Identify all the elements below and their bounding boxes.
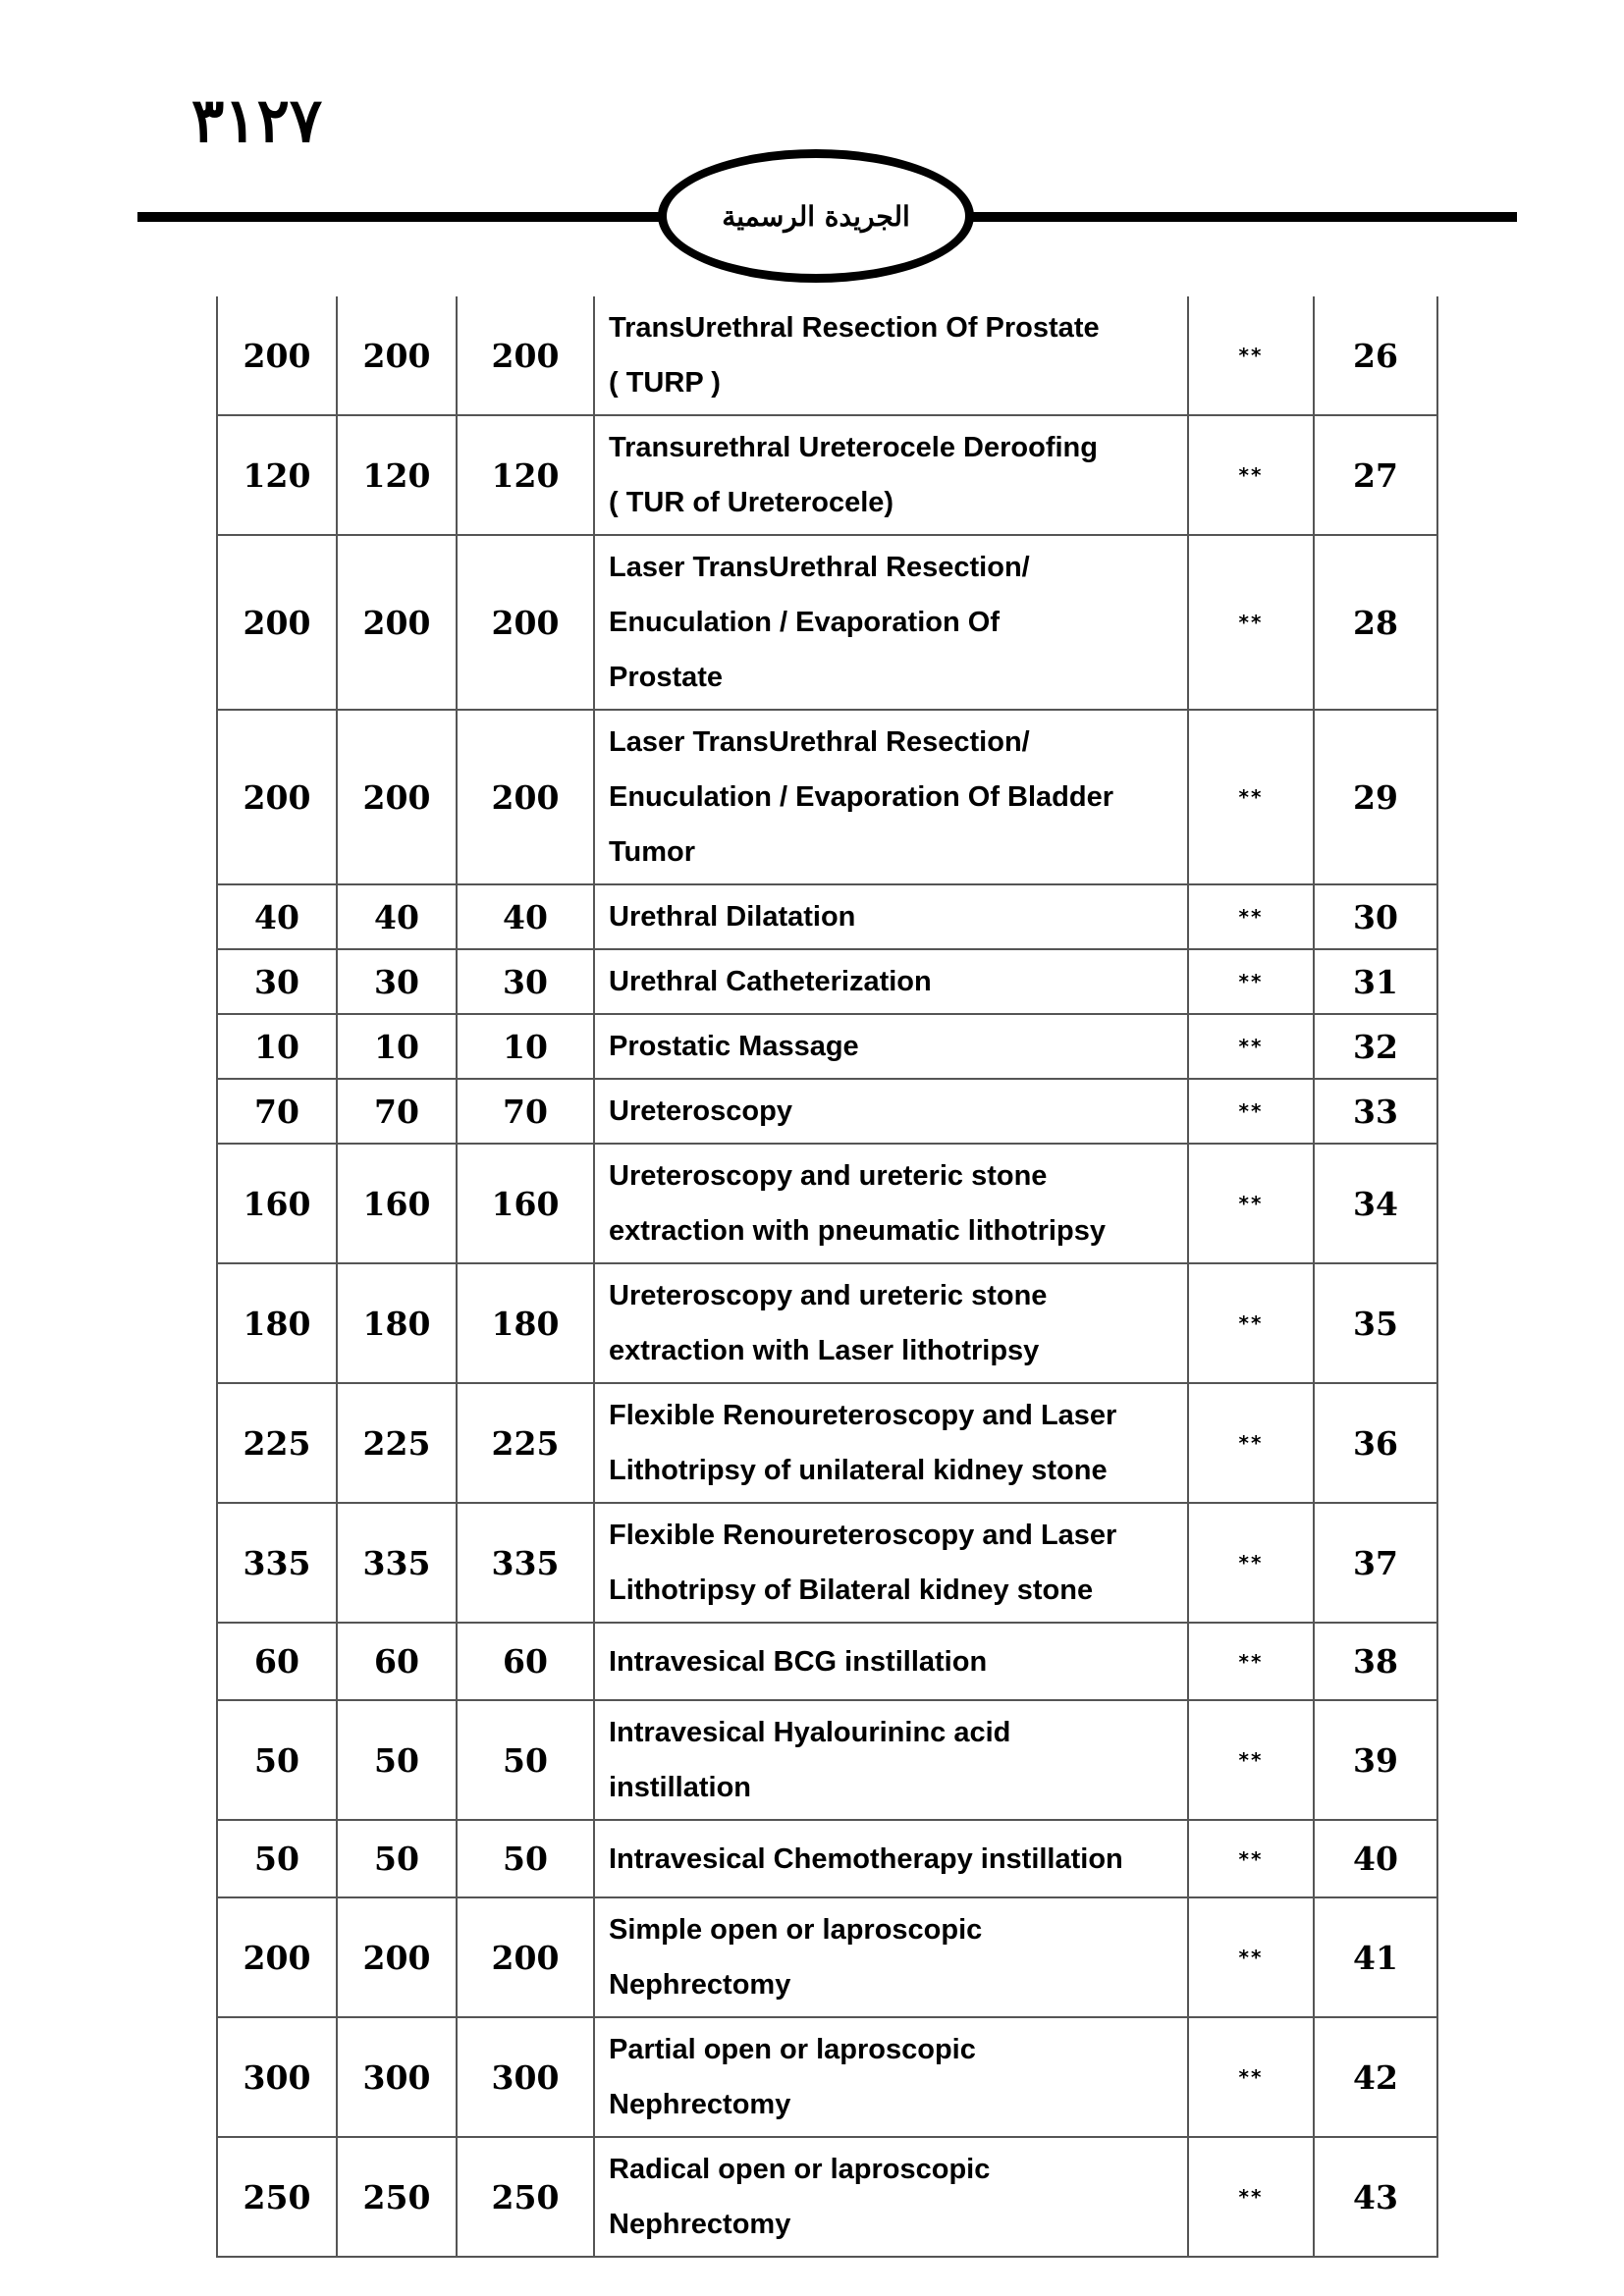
table-row — [217, 1383, 1437, 1503]
procedure-description — [594, 710, 1188, 884]
fee-value-2: 200 — [337, 296, 457, 415]
fee-value-1: 60 — [217, 1623, 337, 1700]
fees-table — [216, 296, 1438, 2258]
fee-value-3: 200 — [457, 535, 594, 710]
code-mark: ** — [1188, 1383, 1314, 1503]
table-row — [217, 535, 1437, 710]
item-number: 32 — [1314, 1014, 1437, 1079]
procedure-description-line: Laser TransUrethral Resection/ — [609, 552, 1030, 583]
fee-value-2: 180 — [337, 1263, 457, 1383]
procedure-description-line: instillation — [609, 1772, 751, 1803]
procedure-description — [594, 1079, 1188, 1144]
table-row — [217, 710, 1437, 884]
fee-value-1: 225 — [217, 1383, 337, 1503]
procedure-description — [594, 296, 1188, 415]
procedure-description-line: Transurethral Ureterocele Deroofing — [609, 432, 1098, 463]
fee-value-1: 300 — [217, 2017, 337, 2137]
table-row — [217, 1014, 1437, 1079]
fee-value-1: 50 — [217, 1700, 337, 1820]
fee-value-1: 50 — [217, 1820, 337, 1897]
fee-value-1: 70 — [217, 1079, 337, 1144]
procedure-description-line: ( TURP ) — [609, 367, 721, 399]
code-mark: ** — [1188, 710, 1314, 884]
item-number: 28 — [1314, 535, 1437, 710]
fee-value-1: 120 — [217, 415, 337, 535]
code-mark: ** — [1188, 1144, 1314, 1263]
procedure-description-line: Nephrectomy — [609, 2089, 791, 2120]
procedure-description-line: Ureteroscopy and ureteric stone — [609, 1160, 1048, 1192]
procedure-description-line: Tumor — [609, 836, 696, 868]
fee-value-2: 335 — [337, 1503, 457, 1623]
procedure-description-line: Enuculation / Evaporation Of Bladder — [609, 781, 1113, 813]
table-row — [217, 1623, 1437, 1700]
table-row — [217, 2137, 1437, 2257]
procedure-description-line: Intravesical Hyalourininc acid — [609, 1717, 1011, 1748]
table-row — [217, 1820, 1437, 1897]
fee-value-2: 225 — [337, 1383, 457, 1503]
code-mark: ** — [1188, 296, 1314, 415]
item-number: 37 — [1314, 1503, 1437, 1623]
fees-table-body — [217, 296, 1437, 2257]
fee-value-2: 40 — [337, 884, 457, 949]
procedure-description — [594, 2137, 1188, 2257]
item-number: 36 — [1314, 1383, 1437, 1503]
fee-value-3: 200 — [457, 710, 594, 884]
code-mark: ** — [1188, 1503, 1314, 1623]
table-row — [217, 884, 1437, 949]
fee-value-3: 160 — [457, 1144, 594, 1263]
table-row — [217, 1503, 1437, 1623]
fee-value-3: 60 — [457, 1623, 594, 1700]
table-row — [217, 1263, 1437, 1383]
table-row — [217, 2017, 1437, 2137]
fee-value-3: 335 — [457, 1503, 594, 1623]
code-mark: ** — [1188, 415, 1314, 535]
procedure-description-line: Radical open or laproscopic — [609, 2154, 991, 2185]
fee-value-3: 10 — [457, 1014, 594, 1079]
procedure-description-line: Intravesical BCG instillation — [609, 1645, 988, 1678]
procedure-description-line: Lithotripsy of unilateral kidney stone — [609, 1455, 1108, 1486]
item-number: 31 — [1314, 949, 1437, 1014]
code-mark: ** — [1188, 884, 1314, 949]
item-number: 30 — [1314, 884, 1437, 949]
fee-value-2: 300 — [337, 2017, 457, 2137]
fee-value-1: 30 — [217, 949, 337, 1014]
item-number: 39 — [1314, 1700, 1437, 1820]
procedure-description — [594, 2017, 1188, 2137]
fee-value-1: 250 — [217, 2137, 337, 2257]
item-number: 35 — [1314, 1263, 1437, 1383]
fee-value-2: 200 — [337, 1897, 457, 2017]
procedure-description-line: Prostatic Massage — [609, 1031, 859, 1062]
fee-value-3: 70 — [457, 1079, 594, 1144]
code-mark: ** — [1188, 535, 1314, 710]
item-number: 41 — [1314, 1897, 1437, 2017]
code-mark: ** — [1188, 1820, 1314, 1897]
procedure-description-line: Urethral Catheterization — [609, 966, 932, 997]
fee-value-1: 40 — [217, 884, 337, 949]
code-mark: ** — [1188, 1014, 1314, 1079]
fee-value-2: 200 — [337, 535, 457, 710]
procedure-description — [594, 1820, 1188, 1897]
fee-value-3: 50 — [457, 1700, 594, 1820]
procedure-description-line: Flexible Renoureteroscopy and Laser — [609, 1400, 1117, 1431]
fee-value-3: 40 — [457, 884, 594, 949]
procedure-description — [594, 415, 1188, 535]
fee-value-1: 200 — [217, 535, 337, 710]
item-number: 38 — [1314, 1623, 1437, 1700]
fee-value-2: 200 — [337, 710, 457, 884]
procedure-description-line: Partial open or laproscopic — [609, 2034, 976, 2065]
fee-value-1: 335 — [217, 1503, 337, 1623]
procedure-description-line: Ureteroscopy and ureteric stone — [609, 1280, 1048, 1311]
procedure-description-line: Enuculation / Evaporation Of — [609, 607, 1000, 638]
table-row — [217, 415, 1437, 535]
procedure-description — [594, 884, 1188, 949]
item-number: 34 — [1314, 1144, 1437, 1263]
procedure-description-line: extraction with pneumatic lithotripsy — [609, 1215, 1106, 1247]
code-mark: ** — [1188, 2017, 1314, 2137]
procedure-description-line: Lithotripsy of Bilateral kidney stone — [609, 1575, 1094, 1606]
gazette-title-oval — [658, 149, 974, 283]
item-number: 27 — [1314, 415, 1437, 535]
fee-value-3: 50 — [457, 1820, 594, 1897]
procedure-description-line: extraction with Laser lithotripsy — [609, 1335, 1040, 1366]
table-row — [217, 1897, 1437, 2017]
code-mark: ** — [1188, 1700, 1314, 1820]
fee-value-3: 200 — [457, 1897, 594, 2017]
fee-value-1: 160 — [217, 1144, 337, 1263]
fee-value-3: 120 — [457, 415, 594, 535]
fee-value-2: 10 — [337, 1014, 457, 1079]
fee-value-2: 160 — [337, 1144, 457, 1263]
fee-value-3: 180 — [457, 1263, 594, 1383]
fee-value-3: 30 — [457, 949, 594, 1014]
table-row — [217, 1700, 1437, 1820]
procedure-description-line: Urethral Dilatation — [609, 901, 856, 933]
fee-value-3: 250 — [457, 2137, 594, 2257]
fee-value-1: 200 — [217, 1897, 337, 2017]
fee-value-1: 200 — [217, 296, 337, 415]
item-number: 33 — [1314, 1079, 1437, 1144]
item-number: 43 — [1314, 2137, 1437, 2257]
table-row — [217, 296, 1437, 415]
fee-value-2: 120 — [337, 415, 457, 535]
page-number: ٣١٢٧ — [191, 84, 323, 156]
fee-value-1: 180 — [217, 1263, 337, 1383]
procedure-description — [594, 1897, 1188, 2017]
item-number: 40 — [1314, 1820, 1437, 1897]
code-mark: ** — [1188, 1897, 1314, 2017]
code-mark: ** — [1188, 1623, 1314, 1700]
code-mark: ** — [1188, 2137, 1314, 2257]
fee-value-1: 200 — [217, 710, 337, 884]
procedure-description — [594, 1700, 1188, 1820]
table-row — [217, 1079, 1437, 1144]
procedure-description-line: TransUrethral Resection Of Prostate — [609, 312, 1100, 344]
procedure-description — [594, 535, 1188, 710]
procedure-description-line: Simple open or laproscopic — [609, 1914, 983, 1946]
code-mark: ** — [1188, 1079, 1314, 1144]
fee-value-3: 200 — [457, 296, 594, 415]
fee-value-3: 225 — [457, 1383, 594, 1503]
fee-value-2: 250 — [337, 2137, 457, 2257]
procedure-description — [594, 1383, 1188, 1503]
code-mark: ** — [1188, 1263, 1314, 1383]
procedure-description-line: Nephrectomy — [609, 2209, 791, 2240]
fee-value-2: 60 — [337, 1623, 457, 1700]
procedure-description — [594, 949, 1188, 1014]
fee-value-3: 300 — [457, 2017, 594, 2137]
fee-value-1: 10 — [217, 1014, 337, 1079]
fee-value-2: 70 — [337, 1079, 457, 1144]
procedure-description-line: Prostate — [609, 662, 724, 693]
table-row — [217, 1144, 1437, 1263]
item-number: 42 — [1314, 2017, 1437, 2137]
procedure-description-line: Flexible Renoureteroscopy and Laser — [609, 1520, 1117, 1551]
procedure-description — [594, 1263, 1188, 1383]
procedure-description — [594, 1503, 1188, 1623]
table-row — [217, 949, 1437, 1014]
procedure-description-line: Nephrectomy — [609, 1969, 791, 2001]
item-number: 26 — [1314, 296, 1437, 415]
fee-value-2: 30 — [337, 949, 457, 1014]
item-number: 29 — [1314, 710, 1437, 884]
procedure-description-line: Ureteroscopy — [609, 1095, 792, 1127]
procedure-description-line: Intravesical Chemotherapy instillation — [609, 1842, 1123, 1875]
fee-value-2: 50 — [337, 1820, 457, 1897]
procedure-description — [594, 1623, 1188, 1700]
fee-value-2: 50 — [337, 1700, 457, 1820]
procedure-description — [594, 1014, 1188, 1079]
procedure-description-line: ( TUR of Ureterocele) — [609, 487, 894, 518]
procedure-description-line: Laser TransUrethral Resection/ — [609, 726, 1030, 758]
code-mark: ** — [1188, 949, 1314, 1014]
gazette-title: الجريدة الرسمية — [722, 199, 910, 233]
procedure-description — [594, 1144, 1188, 1263]
